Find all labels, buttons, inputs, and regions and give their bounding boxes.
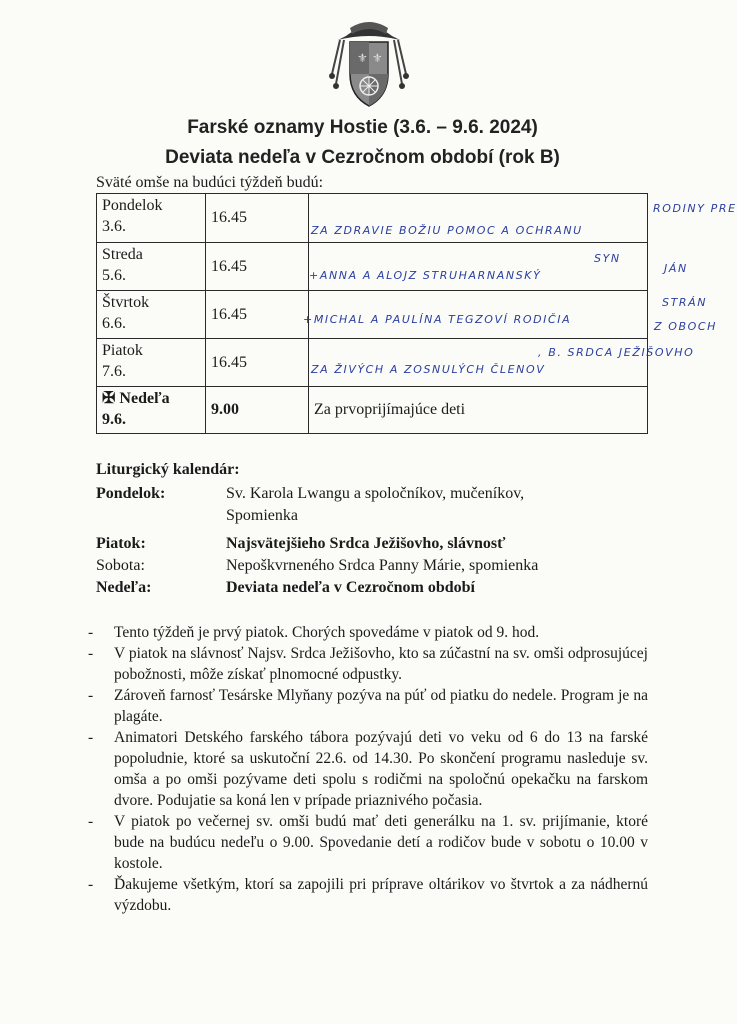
time-cell: 16.45 bbox=[206, 291, 309, 339]
list-item: - Zároveň farnosť Tesárske Mlyňany pozýva na púť od piatku do nedele. Program je na plagáte. bbox=[88, 685, 648, 727]
intention-cell: Za prvoprijímajúce deti bbox=[309, 387, 648, 434]
calendar-row bbox=[96, 533, 656, 555]
list-item: - V piatok po večernej sv. omši budú mať deti generálku na 1. sv. prijímanie, ktoré bude na budúcu nedeľu o 9.00. Spovedanie detí a rodičov bude v sobotu o 10.00 v kostole. bbox=[88, 811, 648, 874]
day-date: 6.6. bbox=[102, 315, 126, 332]
day-cell bbox=[97, 243, 206, 291]
liturgical-calendar bbox=[96, 461, 656, 599]
handwritten-intention: ZA ŽIVÝCH A ZOSNULÝCH ČLENOV bbox=[311, 363, 546, 376]
calendar-row bbox=[96, 483, 656, 527]
handwritten-note: , B. SRDCA JEŽIŠOVHO bbox=[538, 346, 695, 359]
intention-cell bbox=[309, 194, 648, 243]
coat-of-arms-icon bbox=[320, 14, 418, 110]
intention-cell bbox=[309, 243, 648, 291]
day-date: 7.6. bbox=[102, 363, 126, 380]
day-name: ✠ Nedeľa bbox=[102, 390, 170, 407]
calendar-text: Deviata nedeľa v Cezročnom období bbox=[226, 579, 475, 596]
day-name: Streda bbox=[102, 246, 143, 263]
time-cell: 16.45 bbox=[206, 194, 309, 243]
calendar-text: Nepoškvrneného Srdca Panny Márie, spomienka bbox=[226, 557, 539, 574]
table-row bbox=[97, 194, 648, 243]
calendar-text bbox=[226, 483, 656, 527]
calendar-row bbox=[96, 577, 656, 599]
time-cell: 16.45 bbox=[206, 339, 309, 387]
handwritten-intention: +ANNA A ALOJZ STRUHARNANSKÝ bbox=[309, 269, 542, 282]
handwritten-intention: +MICHAL A PAULÍNA TEGZOVÍ RODIČIA bbox=[303, 313, 572, 326]
day-date: 5.6. bbox=[102, 267, 126, 284]
list-item: - Animatori Detského farského tábora pozývajú deti vo veku od 6 do 13 na farské popoludnie, ktoré sa uskutoční 22.6. od 14.30. Po skončení programu nasleduje sv. omša a po omši pozývame deti spolu s rodičmi na spoločnú opekačku na farskom dvore. Podujatie sa koná len v prípade priaznivého počasia. bbox=[88, 727, 648, 811]
calendar-text-line: Sv. Karola Lwangu a spoločníkov, mučeníkov, bbox=[226, 485, 525, 502]
page-title: Farské oznamy Hostie (3.6. – 9.6. 2024) bbox=[187, 117, 538, 138]
calendar-row bbox=[96, 555, 656, 577]
svg-text:⚜: ⚜ bbox=[357, 51, 368, 65]
handwritten-note: STRÁN bbox=[662, 296, 708, 309]
handwritten-note: Z OBOCH bbox=[654, 320, 718, 333]
calendar-text: Najsvätejšieho Srdca Ježišovho, slávnosť bbox=[226, 535, 506, 552]
day-name: Pondelok bbox=[102, 197, 163, 214]
table-row bbox=[97, 243, 648, 291]
svg-text:⚜: ⚜ bbox=[372, 51, 383, 65]
liturgical-calendar-heading: Liturgický kalendár: bbox=[96, 461, 240, 478]
handwritten-note: RODINY PRE bbox=[653, 202, 737, 215]
day-name: Piatok bbox=[102, 342, 143, 359]
calendar-day: Sobota: bbox=[96, 557, 145, 574]
time-cell: 16.45 bbox=[206, 243, 309, 291]
day-name: Štvrtok bbox=[102, 294, 150, 311]
table-row bbox=[97, 387, 648, 434]
day-cell bbox=[97, 387, 206, 434]
mass-schedule-intro: Sväté omše na budúci týždeň budú: bbox=[96, 174, 324, 191]
handwritten-note: JÁN bbox=[664, 262, 688, 275]
calendar-day: Nedeľa: bbox=[96, 579, 152, 596]
day-cell bbox=[97, 194, 206, 243]
handwritten-note: SYN bbox=[594, 252, 621, 265]
calendar-day: Piatok: bbox=[96, 535, 146, 552]
list-item: - Ďakujeme všetkým, ktorí sa zapojili pri príprave oltárikov vo štvrtok a za nádhernú výzdobu. bbox=[88, 874, 648, 916]
intention-cell bbox=[303, 291, 648, 339]
mass-schedule-table bbox=[96, 193, 648, 434]
list-item: - Tento týždeň je prvý piatok. Chorých spovedáme v piatok od 9. hod. bbox=[88, 622, 648, 643]
page-subtitle: Deviata nedeľa v Cezročnom období (rok B) bbox=[165, 147, 560, 168]
day-cell bbox=[97, 339, 206, 387]
calendar-day: Pondelok: bbox=[96, 485, 166, 502]
day-cell bbox=[97, 291, 206, 339]
time-cell: 9.00 bbox=[206, 387, 309, 434]
day-date: 9.6. bbox=[102, 411, 126, 428]
calendar-text-line: Spomienka bbox=[226, 507, 298, 524]
day-date: 3.6. bbox=[102, 218, 126, 235]
table-row bbox=[97, 291, 648, 339]
announcements-list bbox=[88, 622, 648, 916]
list-item: - V piatok na slávnosť Najsv. Srdca Ježišovho, kto sa zúčastní na sv. omši odprosujúcej pobožnosti, môže získať plnomocné odpustky. bbox=[88, 643, 648, 685]
handwritten-intention: ZA ZDRAVIE BOŽIU POMOC A OCHRANU bbox=[311, 224, 583, 237]
